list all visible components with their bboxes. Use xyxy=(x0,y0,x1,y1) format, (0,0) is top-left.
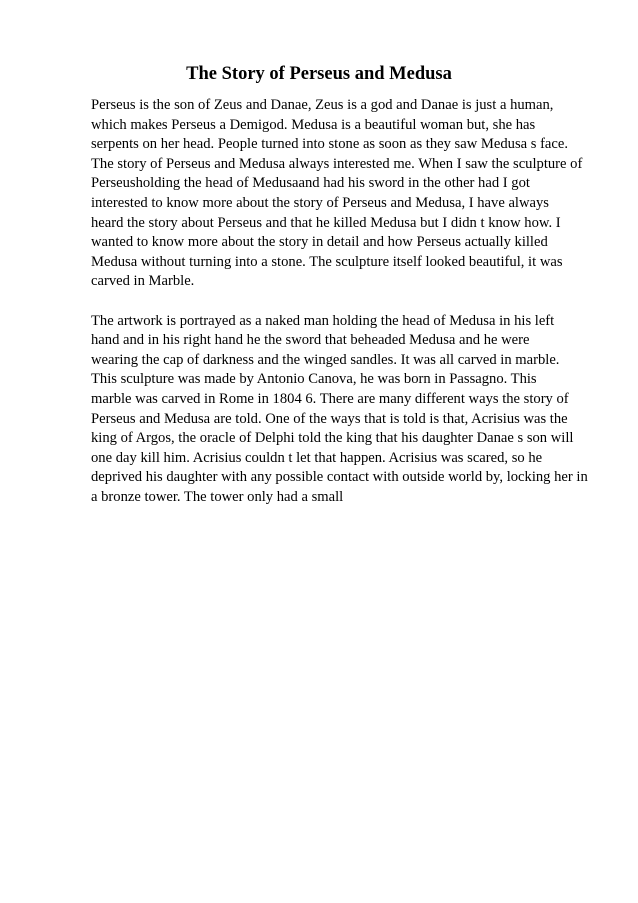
text-line: which makes Perseus a Demigod. Medusa is a beautiful woman but, she has xyxy=(91,116,536,133)
text-line: serpents on her head. People turned into stone as soon as they saw Medusa s face. xyxy=(91,136,569,153)
paragraph-2 xyxy=(91,312,591,508)
text-line: This sculpture was made by Antonio Canova, he was born in Passagno. This xyxy=(91,371,537,388)
text-line: interested to know more about the story of Perseus and Medusa, I have always xyxy=(91,194,549,211)
text-line: The artwork is portrayed as a naked man holding the head of Medusa in his left xyxy=(91,312,555,329)
paragraph-1 xyxy=(91,96,591,292)
text-line: king of Argos, the oracle of Delphi told the king that his daughter Danae s son will xyxy=(91,430,574,447)
text-line: The story of Perseus and Medusa always interested me. When I saw the sculpture of xyxy=(91,155,583,172)
paragraph-gap xyxy=(91,292,591,312)
text-line: Perseus and Medusa are told. One of the ways that is told is that, Acrisius was the xyxy=(91,410,568,427)
text-line: deprived his daughter with any possible contact with outside world by, locking her in xyxy=(91,469,588,486)
text-line: wearing the cap of darkness and the winged sandles. It was all carved in marble. xyxy=(91,351,560,368)
text-line: Perseus is the son of Zeus and Danae, Zeus is a god and Danae is just a human, xyxy=(91,97,554,113)
text-line: heard the story about Perseus and that he killed Medusa but I didn t know how. I xyxy=(91,214,561,231)
document-body xyxy=(91,96,591,507)
text-line: Perseusholding the head of Medusaand had his sword in the other had I got xyxy=(91,175,530,192)
text-line: one day kill him. Acrisius couldn t let that happen. Acrisius was scared, so he xyxy=(91,449,543,466)
text-line: wanted to know more about the story in detail and how Perseus actually killed xyxy=(91,234,548,251)
document-title: The Story of Perseus and Medusa xyxy=(186,64,452,84)
text-line: Medusa without turning into a stone. The sculpture itself looked beautiful, it was xyxy=(91,253,563,270)
text-line: carved in Marble. xyxy=(91,273,195,290)
text-line: a bronze tower. The tower only had a small xyxy=(91,488,344,505)
text-line: marble was carved in Rome in 1804 6. There are many different ways the story of xyxy=(91,390,569,407)
text-line: hand and in his right hand he the sword that beheaded Medusa and he were xyxy=(91,332,530,349)
